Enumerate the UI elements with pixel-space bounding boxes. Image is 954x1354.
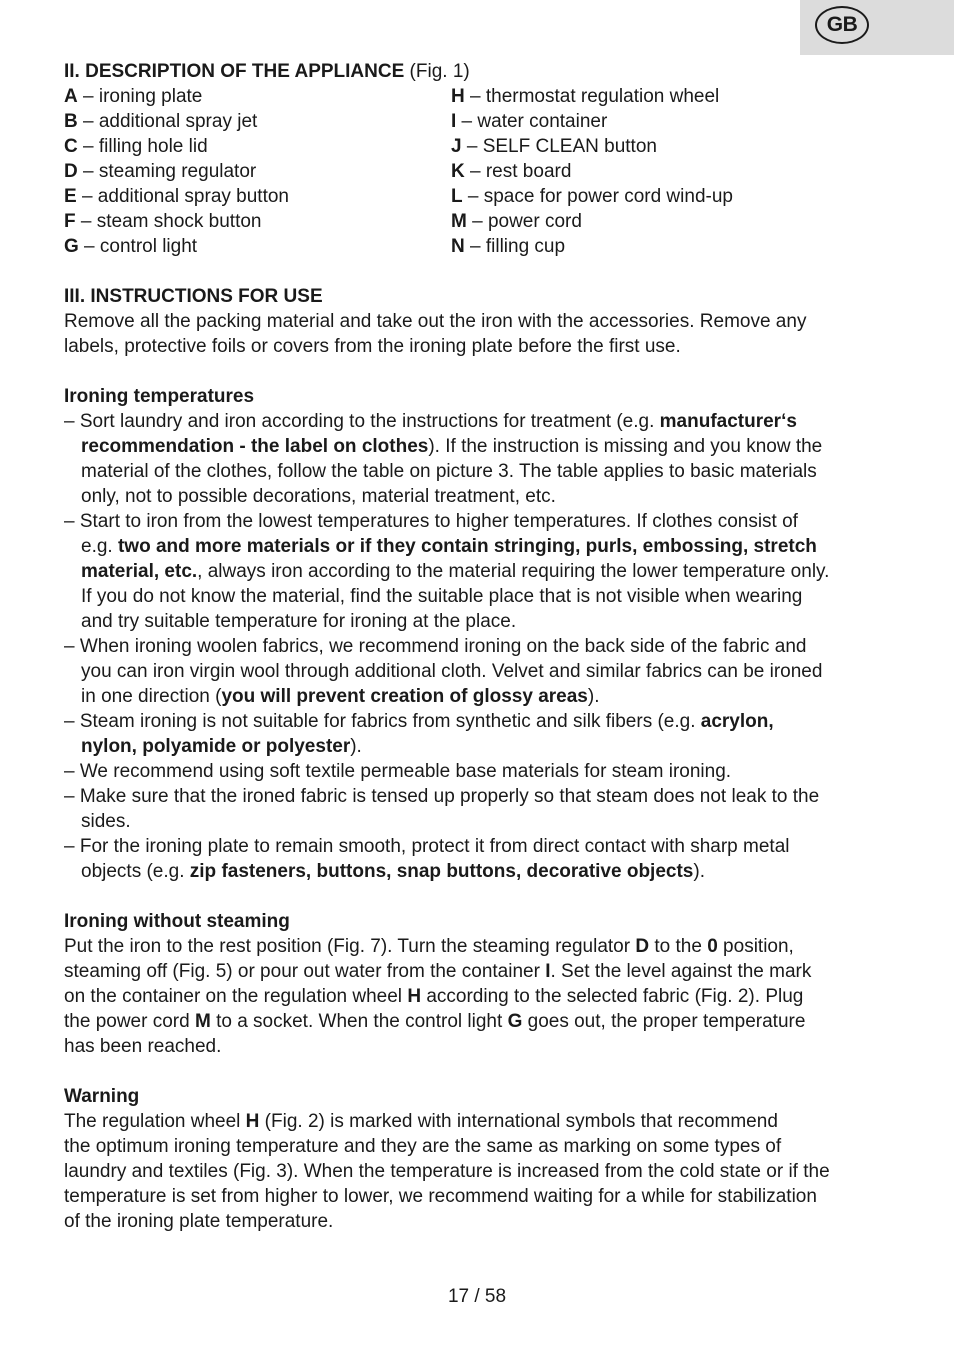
ironing-temperatures-heading: Ironing temperatures: [64, 386, 255, 407]
part-item: A – ironing plate: [64, 86, 203, 107]
part-item: F – steam shock button: [64, 211, 262, 232]
bullet-item: – When ironing woolen fabrics, we recommend ironing on the back side of the fabric and you can iron virgin wool through additional cloth. Velvet and similar fabrics can be ironed in one direction (you will prevent creation of glossy areas).: [64, 636, 823, 707]
paragraph-line: Remove all the packing material and take out the iron with the accessories. Remove any: [64, 311, 807, 332]
page-content: [64, 59, 894, 1234]
ironing-without-steaming-heading: Ironing without steaming: [64, 911, 290, 932]
parts-column-left: [64, 84, 451, 259]
part-item: J – SELF CLEAN button: [451, 136, 657, 157]
language-badge: GB: [815, 6, 869, 44]
part-item: L – space for power cord wind-up: [451, 186, 733, 207]
part-item: K – rest board: [451, 161, 572, 182]
section-3-heading: III. INSTRUCTIONS FOR USE: [64, 286, 323, 307]
parts-column-right: [451, 84, 894, 259]
part-item: E – additional spray button: [64, 186, 289, 207]
part-item: N – filling cup: [451, 236, 566, 257]
part-item: I – water container: [451, 111, 608, 132]
paragraph-line: the optimum ironing temperature and they are the same as marking on some types of: [64, 1136, 782, 1157]
page-number: 17 / 58: [447, 1286, 507, 1307]
paragraph-line: Put the iron to the rest position (Fig. 7). Turn the steaming regulator D to the 0 position,: [64, 936, 794, 957]
parts-list: [64, 84, 894, 259]
bullet-item: – Steam ironing is not suitable for fabrics from synthetic and silk fibers (e.g. acrylon, nylon, polyamide or polyester).: [64, 711, 774, 757]
bullet-item: – For the ironing plate to remain smooth, protect it from direct contact with sharp metal objects (e.g. zip fasteners, buttons, snap buttons, decorative objects).: [64, 836, 790, 882]
part-item: H – thermostat regulation wheel: [451, 86, 720, 107]
paragraph-line: The regulation wheel H (Fig. 2) is marked with international symbols that recommend: [64, 1111, 778, 1132]
spacer: [64, 259, 894, 284]
part-item: D – steaming regulator: [64, 161, 257, 182]
part-item: C – filling hole lid: [64, 136, 208, 157]
part-item: G – control light: [64, 236, 198, 257]
spacer: [64, 1059, 894, 1084]
paragraph-line: of the ironing plate temperature.: [64, 1211, 334, 1232]
spacer: [64, 884, 894, 909]
paragraph-line: steaming off (Fig. 5) or pour out water from the container I. Set the level against the mark: [64, 961, 812, 982]
paragraph-line: laundry and textiles (Fig. 3). When the temperature is increased from the cold state or if the: [64, 1161, 830, 1182]
paragraph-line: has been reached.: [64, 1036, 222, 1057]
bullet-item: – Start to iron from the lowest temperatures to higher temperatures. If clothes consist of e.g. two and more materials or if they contain stringing, purls, embossing, stretch material, etc., always iron according to the material requiring the lower temperature only. If you do not know the material, find the suitable place that is not visible when wearing and try suitable temperature for ironing at the place.: [64, 511, 830, 632]
paragraph-line: the power cord M to a socket. When the control light G goes out, the proper temperature: [64, 1011, 806, 1032]
warning-heading: Warning: [64, 1086, 140, 1107]
part-item: B – additional spray jet: [64, 111, 258, 132]
bullet-item: – We recommend using soft textile permeable base materials for steam ironing.: [64, 761, 732, 782]
bullet-item: – Sort laundry and iron according to the instructions for treatment (e.g. manufacturer‘s recommendation - the label on clothes). If the instruction is missing and you know the material of the clothes, follow the table on picture 3. The table applies to basic materials only, not to possible decorations, material treatment, etc.: [64, 411, 823, 507]
paragraph-line: labels, protective foils or covers from the ironing plate before the first use.: [64, 336, 681, 357]
language-tab: [800, 0, 954, 55]
section-2-heading: II. DESCRIPTION OF THE APPLIANCE (Fig. 1): [64, 61, 470, 82]
paragraph-line: temperature is set from higher to lower, we recommend waiting for a while for stabilization: [64, 1186, 817, 1207]
part-item: M – power cord: [451, 211, 582, 232]
spacer: [64, 359, 894, 384]
paragraph-line: on the container on the regulation wheel H according to the selected fabric (Fig. 2). Plug: [64, 986, 804, 1007]
bullet-item: – Make sure that the ironed fabric is tensed up properly so that steam does not leak to the sides.: [64, 786, 820, 832]
